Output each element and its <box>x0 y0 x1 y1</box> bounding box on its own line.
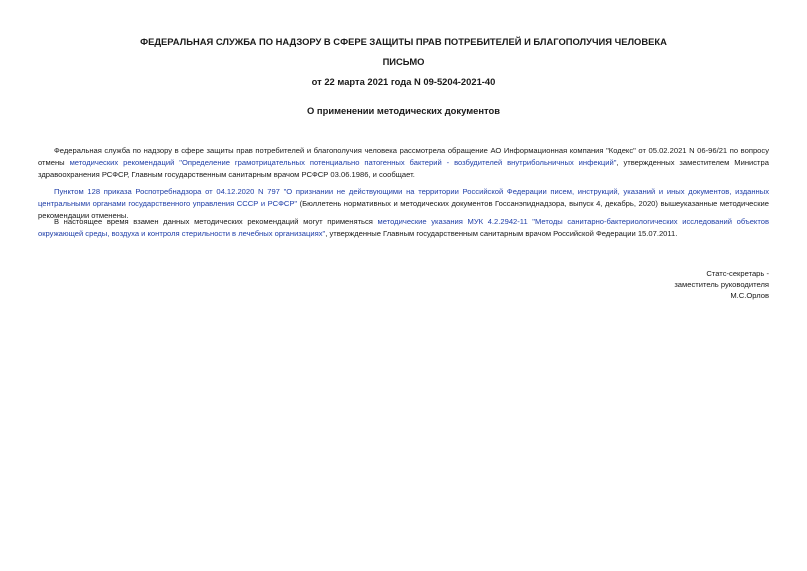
paragraph-1 <box>38 145 769 181</box>
reference-link-methodical-recommendations[interactable]: методических рекомендаций "Определение грамотрицательных потенциально патогенных бактерий - возбудителей внутрибольничных инфекций" <box>69 158 617 167</box>
reference-link-muk-4-2-2942-11[interactable]: методические указания МУК 4.2.2942-11 "Методы санитарно-бактериологических исследований объектов окружающей среды, воздуха и контроля стерильности в лечебных организациях" <box>38 217 769 238</box>
paragraph-text: В настоящее время взамен данных методических рекомендаций могут применяться <box>54 217 378 226</box>
paragraph-text: Федеральная служба по надзору в сфере защиты прав потребителей и благополучия человека рассмотрела обращение АО Информационная компания "Кодекс" от 05.02.2021 N 06-96/21 по вопросу отмены <box>38 146 769 167</box>
signature-name: М.С.Орлов <box>730 291 769 300</box>
signature-position: заместитель руководителя <box>674 280 769 289</box>
signature-title: Статс-секретарь - <box>706 269 769 278</box>
paragraph-text: , утвержденных заместителем Министра здравоохранения РСФСР, Главным государственным санитарным врачом РСФСР 03.06.1986, и сообщает. <box>38 158 769 179</box>
agency-title: ФЕДЕРАЛЬНАЯ СЛУЖБА ПО НАДЗОРУ В СФЕРЕ ЗАЩИТЫ ПРАВ ПОТРЕБИТЕЛЕЙ И БЛАГОПОЛУЧИЯ ЧЕЛОВЕКА <box>140 36 667 47</box>
document-type: ПИСЬМО <box>382 56 425 67</box>
reference-link-order-797[interactable]: Пунктом 128 приказа Роспотребнадзора от 04.12.2020 N 797 "О признании не действующими на территории Российской Федерации писем, инструкций, указаний и иных документов, изданных центральными органами государственного управления СССР и РСФСР" <box>38 187 769 208</box>
paragraph-3 <box>38 216 769 240</box>
document-subject: О применении методических документов <box>307 105 500 116</box>
document-date-number: от 22 марта 2021 года N 09-5204-2021-40 <box>311 76 496 87</box>
paragraph-text: (Бюллетень нормативных и методических документов Госсанэпиднадзора, выпуск 4, декабрь, 2020) вышеуказанные методические рекомендации отменены. <box>38 199 769 220</box>
paragraph-text: , утвержденные Главным государственным санитарным врачом Российской Федерации 15.07.2011. <box>325 229 678 238</box>
